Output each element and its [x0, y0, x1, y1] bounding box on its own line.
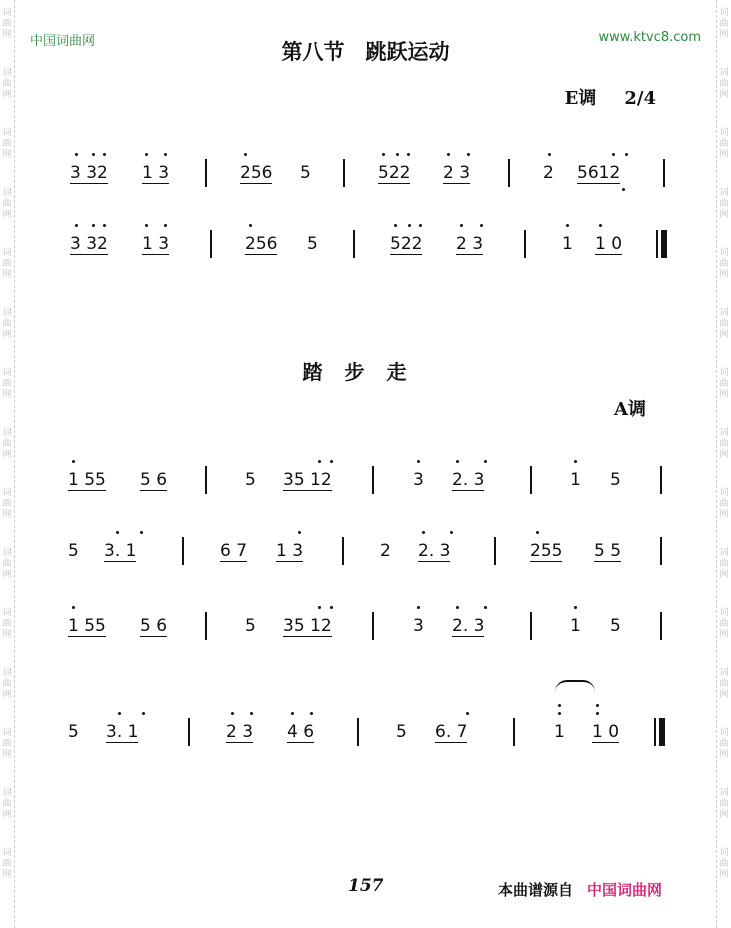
octave-dot	[419, 224, 422, 227]
octave-dot	[103, 224, 106, 227]
octave-dot	[450, 531, 453, 534]
bar-line	[205, 466, 207, 494]
note-group: 1 0	[592, 722, 620, 742]
note-group: 1 0	[595, 234, 623, 254]
side-watermark-text: 词 曲 网	[2, 68, 12, 100]
octave-dot	[75, 153, 78, 156]
octave-dot	[330, 460, 333, 463]
note-group: 1 55	[68, 616, 106, 636]
bar-line	[205, 612, 207, 640]
note-group: 6. 7	[435, 722, 468, 742]
note-group: 5	[245, 616, 256, 636]
note-group: 2. 3	[452, 470, 485, 490]
octave-dot	[72, 460, 75, 463]
octave-dot	[536, 531, 539, 534]
site-watermark-left: 中国词曲网	[30, 34, 96, 49]
octave-dot	[145, 224, 148, 227]
octave-dot	[231, 712, 234, 715]
source-label: 本曲谱源自	[498, 881, 574, 899]
side-watermark-text: 词 曲 网	[719, 488, 729, 520]
octave-dot	[145, 153, 148, 156]
octave-dot	[422, 531, 425, 534]
note-group: 1	[570, 470, 581, 490]
side-watermark-text: 词 曲 网	[719, 668, 729, 700]
bar-line	[372, 466, 374, 494]
music-row-5	[0, 608, 731, 648]
note-group: 2	[380, 541, 391, 561]
octave-dot	[622, 188, 625, 191]
bar-line	[205, 159, 207, 187]
octave-dot	[596, 704, 599, 707]
octave-dot	[92, 153, 95, 156]
tie-arc	[555, 680, 595, 696]
side-watermark-text: 词 曲 网	[719, 548, 729, 580]
octave-dot	[394, 224, 397, 227]
bar-line	[357, 718, 359, 746]
side-watermark-text: 词 曲 网	[2, 788, 12, 820]
octave-dot	[599, 224, 602, 227]
octave-dot	[140, 531, 143, 534]
note-group: 5 6	[140, 470, 168, 490]
bar-line	[663, 159, 665, 187]
octave-dot	[447, 153, 450, 156]
key-time-signature	[565, 84, 656, 110]
octave-dot	[484, 606, 487, 609]
music-row-6	[0, 714, 731, 754]
octave-dot	[625, 153, 628, 156]
key-signature-2: A调	[614, 399, 646, 420]
note-group: 256	[240, 163, 273, 183]
bar-line	[508, 159, 510, 187]
note-group: 5612	[577, 163, 621, 183]
note-group: 1	[570, 616, 581, 636]
section-title: 第八节 跳跃运动	[281, 39, 450, 64]
side-watermark-text: 词 曲 网	[2, 128, 12, 160]
note-group: 1 3	[276, 541, 304, 561]
side-watermark-text: 词 曲 网	[2, 8, 12, 40]
bar-line	[372, 612, 374, 640]
octave-dot	[142, 712, 145, 715]
side-watermark-text: 词 曲 网	[719, 68, 729, 100]
octave-dot	[330, 606, 333, 609]
octave-dot	[92, 224, 95, 227]
side-watermark-text: 词 曲 网	[2, 428, 12, 460]
note-group: 6 7	[220, 541, 248, 561]
music-row-3	[0, 462, 731, 502]
bar-line	[530, 466, 532, 494]
page-number: 157	[348, 876, 384, 896]
note-group: 1 3	[142, 163, 170, 183]
side-watermark-text: 词 曲 网	[719, 848, 729, 880]
octave-dot	[596, 712, 599, 715]
octave-dot	[250, 712, 253, 715]
source-credit	[498, 879, 662, 900]
side-watermark-text: 词 曲 网	[2, 488, 12, 520]
final-bar-line	[654, 718, 666, 746]
bar-line	[494, 537, 496, 565]
side-watermark-text: 词 曲 网	[2, 368, 12, 400]
music-row-1	[0, 155, 731, 195]
note-group: 256	[245, 234, 278, 254]
site-watermark-right: www.ktvc8.com	[598, 30, 701, 45]
octave-dot	[456, 460, 459, 463]
note-group: 4 6	[287, 722, 315, 742]
key-signature: E调	[564, 88, 597, 109]
note-group: 2 3	[456, 234, 484, 254]
note-group: 2	[543, 163, 554, 183]
side-watermark-text: 词 曲 网	[2, 848, 12, 880]
side-watermark-text: 词 曲 网	[719, 788, 729, 820]
note-group: 1	[562, 234, 573, 254]
bar-line	[660, 537, 662, 565]
side-watermark-text: 词 曲 网	[2, 188, 12, 220]
octave-dot	[558, 704, 561, 707]
octave-dot	[417, 606, 420, 609]
octave-dot	[480, 224, 483, 227]
side-watermark-text: 词 曲 网	[2, 668, 12, 700]
bar-line	[182, 537, 184, 565]
octave-dot	[396, 153, 399, 156]
side-watermark-text: 词 曲 网	[2, 548, 12, 580]
piece-subtitle: 踏步走	[302, 360, 429, 384]
octave-dot	[118, 712, 121, 715]
octave-dot	[298, 531, 301, 534]
note-group: 5	[610, 470, 621, 490]
side-watermark-text: 词 曲 网	[719, 728, 729, 760]
side-watermark-text: 词 曲 网	[719, 248, 729, 280]
octave-dot	[291, 712, 294, 715]
octave-dot	[407, 153, 410, 156]
side-watermark-text: 词 曲 网	[719, 308, 729, 340]
note-group: 2. 3	[452, 616, 485, 636]
octave-dot	[484, 460, 487, 463]
side-watermark-text: 词 曲 网	[719, 8, 729, 40]
octave-dot	[467, 153, 470, 156]
note-group: 5 5	[594, 541, 622, 561]
note-group: 255	[530, 541, 563, 561]
octave-dot	[417, 460, 420, 463]
side-watermark-text: 词 曲 网	[719, 608, 729, 640]
music-row-2	[0, 226, 731, 266]
octave-dot	[249, 224, 252, 227]
octave-dot	[456, 606, 459, 609]
note-group: 522	[378, 163, 411, 183]
octave-dot	[466, 712, 469, 715]
octave-dot	[318, 460, 321, 463]
bar-line	[343, 159, 345, 187]
final-bar-line	[656, 230, 668, 258]
octave-dot	[382, 153, 385, 156]
octave-dot	[164, 224, 167, 227]
octave-dot	[103, 153, 106, 156]
bar-line	[513, 718, 515, 746]
note-group: 5	[610, 616, 621, 636]
octave-dot	[310, 712, 313, 715]
bar-line	[524, 230, 526, 258]
octave-dot	[460, 224, 463, 227]
bar-line	[342, 537, 344, 565]
bar-line	[660, 466, 662, 494]
octave-dot	[72, 606, 75, 609]
bar-line	[210, 230, 212, 258]
note-group: 3	[413, 470, 424, 490]
side-watermark-text: 词 曲 网	[2, 308, 12, 340]
octave-dot	[164, 153, 167, 156]
octave-dot	[548, 153, 551, 156]
note-group: 3 32	[70, 163, 108, 183]
bar-line	[530, 612, 532, 640]
note-group: 5	[68, 541, 79, 561]
side-watermark-text: 词 曲 网	[719, 368, 729, 400]
note-group: 5	[68, 722, 79, 742]
octave-dot	[244, 153, 247, 156]
side-watermark-text: 词 曲 网	[2, 248, 12, 280]
octave-dot	[566, 224, 569, 227]
note-group: 1 3	[142, 234, 170, 254]
note-group: 3	[413, 616, 424, 636]
note-group: 5 6	[140, 616, 168, 636]
note-group: 3. 1	[104, 541, 137, 561]
side-watermark-text: 词 曲 网	[719, 428, 729, 460]
time-signature: 2/4	[624, 88, 656, 109]
source-site: 中国词曲网	[587, 881, 663, 899]
note-group: 3 32	[70, 234, 108, 254]
octave-dot	[574, 606, 577, 609]
note-group: 5	[396, 722, 407, 742]
bar-line	[188, 718, 190, 746]
note-group: 5	[245, 470, 256, 490]
bar-line	[353, 230, 355, 258]
note-group: 3. 1	[106, 722, 139, 742]
note-group: 1	[554, 722, 565, 742]
octave-dot	[574, 460, 577, 463]
octave-dot	[408, 224, 411, 227]
note-group: 2 3	[443, 163, 471, 183]
octave-dot	[318, 606, 321, 609]
side-watermark-text: 词 曲 网	[2, 608, 12, 640]
side-watermark-text: 词 曲 网	[2, 728, 12, 760]
note-group: 35 12	[283, 470, 332, 490]
side-watermark-text: 词 曲 网	[719, 188, 729, 220]
note-group: 2. 3	[418, 541, 451, 561]
note-group: 522	[390, 234, 423, 254]
octave-dot	[75, 224, 78, 227]
music-row-4	[0, 533, 731, 573]
bar-line	[660, 612, 662, 640]
note-group: 5	[307, 234, 318, 254]
note-group: 1 55	[68, 470, 106, 490]
note-group: 5	[300, 163, 311, 183]
octave-dot	[612, 153, 615, 156]
note-group: 35 12	[283, 616, 332, 636]
note-group: 2 3	[226, 722, 254, 742]
side-watermark-text: 词 曲 网	[719, 128, 729, 160]
octave-dot	[116, 531, 119, 534]
octave-dot	[558, 712, 561, 715]
